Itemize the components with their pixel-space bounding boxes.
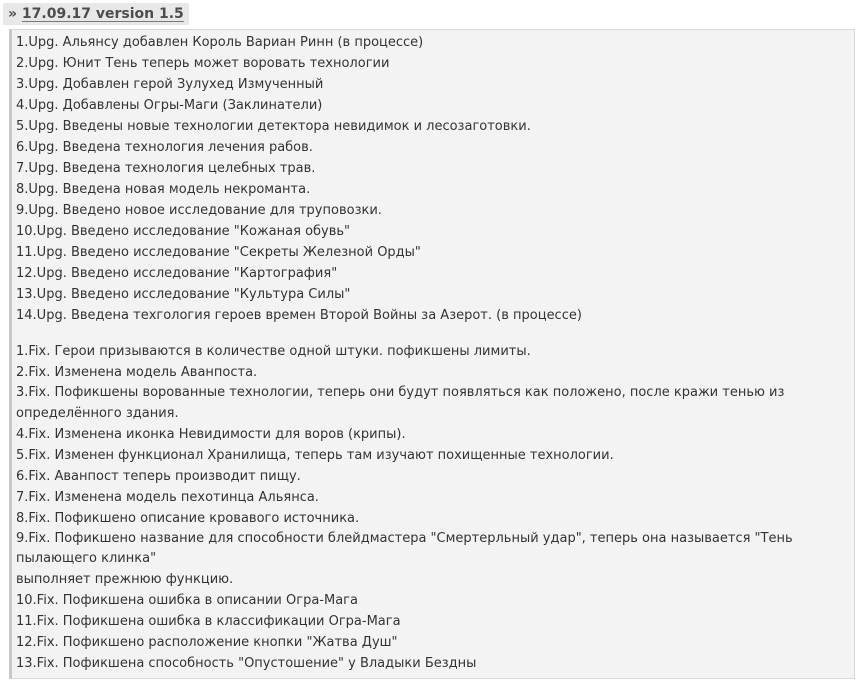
- changelog-line-upg-13: 13.Upg. Введено исследование "Культура Силы": [16, 287, 351, 302]
- changelog-line-upg-3: 3.Upg. Добавлен герой Зулухед Измученный: [16, 77, 324, 92]
- changelog-line-fix-11: 11.Fix. Пофикшена ошибка в классификации Огра-Мага: [16, 614, 401, 629]
- spoiler-content: [9, 29, 855, 679]
- changelog-line-fix-2: 2.Fix. Изменена модель Аванпоста.: [16, 365, 258, 380]
- changelog-line-upg-7: 7.Upg. Введена технология целебных трав.: [16, 161, 316, 176]
- changelog-line-fix-9: 9.Fix. Пофикшено название для способности блейдмастера "Смертерльный удар", теперь она называется "Тень: [16, 531, 793, 546]
- changelog-line-fix-13: 13.Fix. Пофикшена способность "Опустошение" у Владыки Бездны: [16, 656, 477, 671]
- changelog-line-fix-6: 6.Fix. Аванпост теперь производит пищу.: [16, 469, 301, 484]
- changelog-line-upg-1: 1.Upg. Альянсу добавлен Король Вариан Ринн (в процессе): [16, 35, 424, 50]
- changelog-line-fix-9-extra: выполняет прежнюю функцию.: [16, 572, 234, 587]
- changelog-line-upg-8: 8.Upg. Введена новая модель некроманта.: [16, 182, 311, 197]
- changelog-line-fix-8: 8.Fix. Пофикшено описание кровавого источника.: [16, 511, 360, 526]
- changelog-line-upg-2: 2.Upg. Юнит Тень теперь может воровать технологии: [16, 56, 390, 71]
- section-gap: [16, 326, 852, 341]
- changelog-line-upg-5: 5.Upg. Введены новые технологии детектора невидимок и лесозаготовки.: [16, 119, 531, 134]
- changelog-line-upg-14: 14.Upg. Введена техгология героев времен Второй Войны за Азерот. (в процессе): [16, 308, 582, 323]
- changelog-line-upg-6: 6.Upg. Введена технология лечения рабов.: [16, 140, 313, 155]
- changelog-line-fix-10: 10.Fix. Пофикшена ошибка в описании Огра-Мага: [16, 593, 358, 608]
- changelog-line-upg-9: 9.Upg. Введено новое исследование для труповозки.: [16, 203, 382, 218]
- changelog-line-fix-4: 4.Fix. Изменена иконка Невидимости для воров (крипы).: [16, 427, 406, 442]
- spoiler-title: 17.09.17 version 1.5: [21, 6, 184, 22]
- changelog-line-upg-4: 4.Upg. Добавлены Огры-Маги (Заклинатели): [16, 98, 323, 113]
- changelog-line-fix-9-continued: пылающего клинка": [16, 551, 157, 566]
- spoiler-arrow-icon: »: [8, 6, 18, 22]
- changelog-line-upg-10: 10.Upg. Введено исследование "Кожаная обувь": [16, 224, 351, 239]
- changelog-line-upg-12: 12.Upg. Введено исследование "Картография": [16, 266, 338, 281]
- changelog-line-fix-7: 7.Fix. Изменена модель пехотинца Альянса.: [16, 490, 319, 505]
- changelog-line-upg-11: 11.Upg. Введено исследование "Секреты Железной Орды": [16, 245, 421, 260]
- changelog-line-fix-3: 3.Fix. Пофикшены ворованные технологии, теперь они будут появляться как положено, после кражи тенью из: [16, 385, 785, 400]
- changelog-line-fix-5: 5.Fix. Изменен функционал Хранилища, теперь там изучают похищенные технологии.: [16, 448, 614, 463]
- changelog-line-fix-1: 1.Fix. Герои призываются в количестве одной штуки. пофикшены лимиты.: [16, 344, 531, 359]
- changelog-line-fix-12: 12.Fix. Пофикшено расположение кнопки "Жатва Душ": [16, 635, 398, 650]
- changelog-line-fix-3-continued: определённого здания.: [16, 406, 179, 421]
- spoiler-toggle[interactable]: [3, 3, 189, 25]
